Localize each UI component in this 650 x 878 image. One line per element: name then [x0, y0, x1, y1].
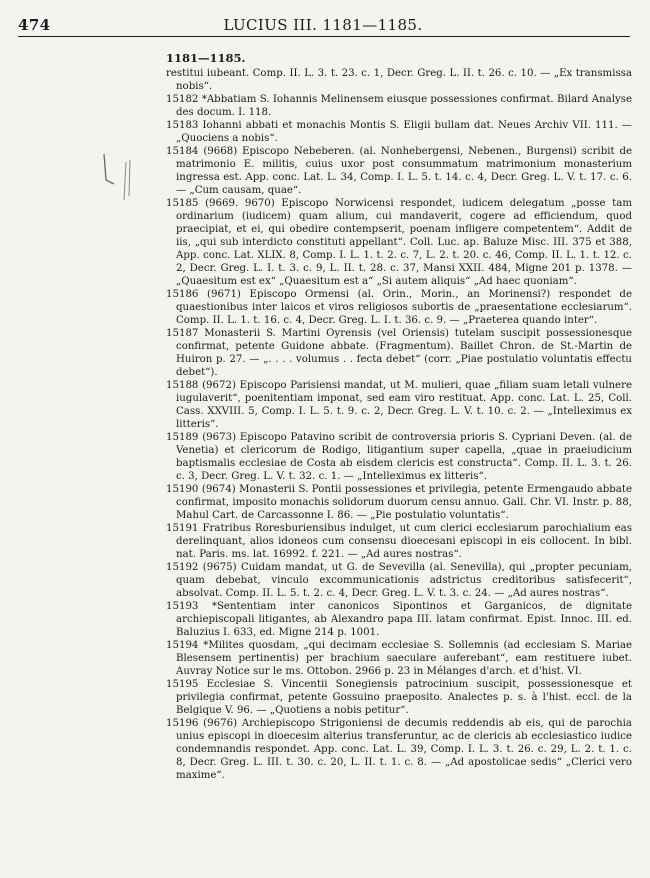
entry-text: *Milites quosdam, „qui decimam ecclesiae S. Sollemnis (ad ecclesiam S. Mariae Blesensem pertinentis) per brachium saeculare auferebant“, eam restituere iubet. Auvray Notice sur le ms. Ottobon. 2966 p. 23 in Mélanges d'arch. et d'hist. VI.	[176, 640, 632, 677]
section-year: 1181—1185.	[166, 51, 246, 65]
running-title: LUCIUS III. 1181—1185.	[223, 16, 423, 34]
margin-handwriting-marks	[96, 150, 146, 210]
entry-text: (9675) Cuidam mandat, ut G. de Sevevilla (al. Senevilla), qui „propter pecuniam, quam debebat, vinculo excommunicationis adstrictus creditoribus satisfecerit“, absolvat. Comp. II. L. 5. t. 2. c. 4, Decr. Greg. L. V. t. 3. c. 24. — „Ad aures nostras“.	[176, 562, 632, 599]
entry-number: 15189	[166, 432, 199, 443]
entry-number: 15185	[166, 198, 199, 209]
entry-text: (9672) Episcopo Parisiensi mandat, ut M. mulieri, quae „filiam suam letali vulnere iugulaverit“, poenitentiam imponat, sed eam viro restituat. App. conc. Lat. L. 25, Coll. Cass. XXVIII. 5, Comp. I. L. 5. t. 9. c. 2, Decr. Greg. L. V. t. 10. c. 2. — „Intelleximus ex litteris“.	[176, 380, 632, 430]
regest-entry	[166, 119, 632, 145]
entry-number: 15196	[166, 718, 199, 729]
regest-entry	[166, 145, 632, 197]
entry-text: Monasterii S. Martini Oyrensis (vel Oriensis) tutelam suscipit possessionesque confirmat, petente Guidone abbate. (Fragmentum). Baillet Chron. de St.-Martin de Huiron p. 27. — „. . . . volumus . . fecta debet“ (corr. „Piae postulatio voluntatis effectu debet“).	[176, 328, 632, 378]
regest-entry	[166, 522, 632, 561]
entry-number: 15190	[166, 484, 199, 495]
entry-number: 15187	[166, 328, 199, 339]
entry-text: (9669. 9670) Episcopo Norwicensi respondet, iudicem delegatum „posse tam ordinarium (iudicem) quam alium, cui mandaverit, cogere ad efficiendum, quod praecipiat, et ei, qui obedire contempserit, poenam infligere competentem“. Addit de iis, „qui sub interdicto constituti appellant“. Coll. Luc. ap. Baluze Misc. III. 375 et 388, App. conc. Lat. XLIX. 8, Comp. I. L. 1. t. 2. c. 7, L. 2. t. 20. c. 46, Comp. II. L. 1. t. 12. c. 2, Decr. Greg. L. I. t. 3. c. 9, L. II. t. 28. c. 37, Mansi XXII. 484, Migne 201 p. 1378. — „Quaesitum est ex“ „Quaesitum est a“ „Si autem aliquis“ „Ad haec quoniam“.	[176, 198, 632, 287]
regest-entry	[166, 561, 632, 600]
entry-number: 15184	[166, 146, 199, 157]
regest-entry	[166, 431, 632, 483]
regest-entry	[166, 379, 632, 431]
entry-number: 15191	[166, 523, 199, 534]
entry-text: Fratribus Roresburiensibus indulget, ut cum clerici ecclesiarum parochialium eas derelinquant, alios idoneos cum consensu dioecesani episcopi in eis collocent. In bibl. nat. Paris. ms. lat. 16992. f. 221. — „Ad aures nostras“.	[176, 523, 632, 560]
entry-number: 15195	[166, 679, 199, 690]
entry-text: (9668) Episcopo Nebeberen. (al. Nonhebergensi, Nebenen., Burgensi) scribit de matrimonio E. militis, cuius uxor post consummatum matrimonium monasterium ingressa est. App. conc. Lat. L. 34, Comp. I. L. 5. t. 14. c. 4, Decr. Greg. L. V. t. 17. c. 6. — „Cum causam, quae“.	[176, 146, 632, 196]
regest-entry	[166, 483, 632, 522]
entry-text: *Abbatiam S. Iohannis Melinensem eiusque possessiones confirmat. Bilard Analyse des docum. I. 118.	[176, 94, 632, 118]
entry-text: (9673) Episcopo Patavino scribit de controversia prioris S. Cypriani Deven. (al. de Venetia) et clericorum de Rodigo, litigantium super capella, „quae in praeiudicium baptismalis ecclesiae de Costa ab eisdem clericis est constructa“. Comp. II. L. 3. t. 26. c. 3, Decr. Greg. L. V. t. 32. c. 1. — „Intelleximus ex litteris“.	[176, 432, 632, 482]
entry-text: *Sententiam inter canonicos Sipontinos et Garganicos, de dignitate archiepiscopali litigantes, ab Alexandro papa III. latam confirmat. Epist. Innoc. III. ed. Baluzius I. 633, ed. Migne 214 p. 1001.	[176, 601, 632, 638]
regest-entry	[166, 600, 632, 639]
page-number: 474	[18, 16, 51, 34]
regest-entry	[166, 67, 632, 93]
entry-text: (9676) Archiepiscopo Strigoniensi de decumis reddendis ab eis, qui de parochia unius episcopi in dioecesim alterius transferuntur, ac de clericis ab ecclesiastico iudice condemnandis respondet. App. conc. Lat. L. 39, Comp. I. L. 3. t. 26. c. 29, L. 2. t. 1. c. 8, Decr. Greg. L. III. t. 30. c. 20, L. II. t. 1. c. 8. — „Ad apostolicae sedis“ „Clerici vero maxime“.	[176, 718, 632, 781]
entry-number: 15182	[166, 94, 199, 105]
regest-entry	[166, 93, 632, 119]
document-body	[166, 52, 632, 782]
entry-number: 15186	[166, 289, 199, 300]
entry-text: (9674) Monasterii S. Pontii possessiones et privilegia, petente Ermengaudo abbate confirmat, imposito monachis solidorum duorum censu annuo. Gall. Chr. VI. Instr. p. 88, Mahul Cart. de Carcassonne I. 86. — „Pie postulatio voluntatis“.	[176, 484, 632, 521]
regest-entry	[166, 717, 632, 782]
regest-entry	[166, 327, 632, 379]
entry-text: restitui iubeant. Comp. II. L. 3. t. 23. c. 1, Decr. Greg. L. II. t. 26. c. 10. — „Ex transmissa nobis“.	[166, 68, 632, 92]
entry-number: 15193	[166, 601, 199, 612]
entry-number: 15194	[166, 640, 199, 651]
page-header	[18, 12, 628, 36]
entry-text: (9671) Episcopo Ormensi (al. Orin., Morin., an Morinensi?) respondet de quaestionibus inter laicos et viros religiosos subortis de „praesentatione ecclesiarum“. Comp. II. L. 1. t. 16. c. 4, Decr. Greg. L. I. t. 36. c. 9. — „Praeterea quando inter“.	[176, 289, 632, 326]
entry-text: Ecclesiae S. Vincentii Sonegiensis patrocinium suscipit, possessionesque et privilegia confirmat, petente Gossuino praeposito. Analectes p. s. à l'hist. eccl. de la Belgique V. 96. — „Quotiens a nobis petitur“.	[176, 679, 632, 716]
regest-entry	[166, 288, 632, 327]
regest-entry	[166, 639, 632, 678]
entry-text: Iohanni abbati et monachis Montis S. Eligii bullam dat. Neues Archiv VII. 111. — „Quociens a nobis“.	[176, 120, 632, 144]
regest-entry	[166, 197, 632, 288]
regest-entry	[166, 678, 632, 717]
entry-number: 15192	[166, 562, 199, 573]
header-rule	[18, 36, 630, 37]
entry-list	[166, 67, 632, 782]
entry-number: 15188	[166, 380, 199, 391]
entry-number: 15183	[166, 120, 199, 131]
